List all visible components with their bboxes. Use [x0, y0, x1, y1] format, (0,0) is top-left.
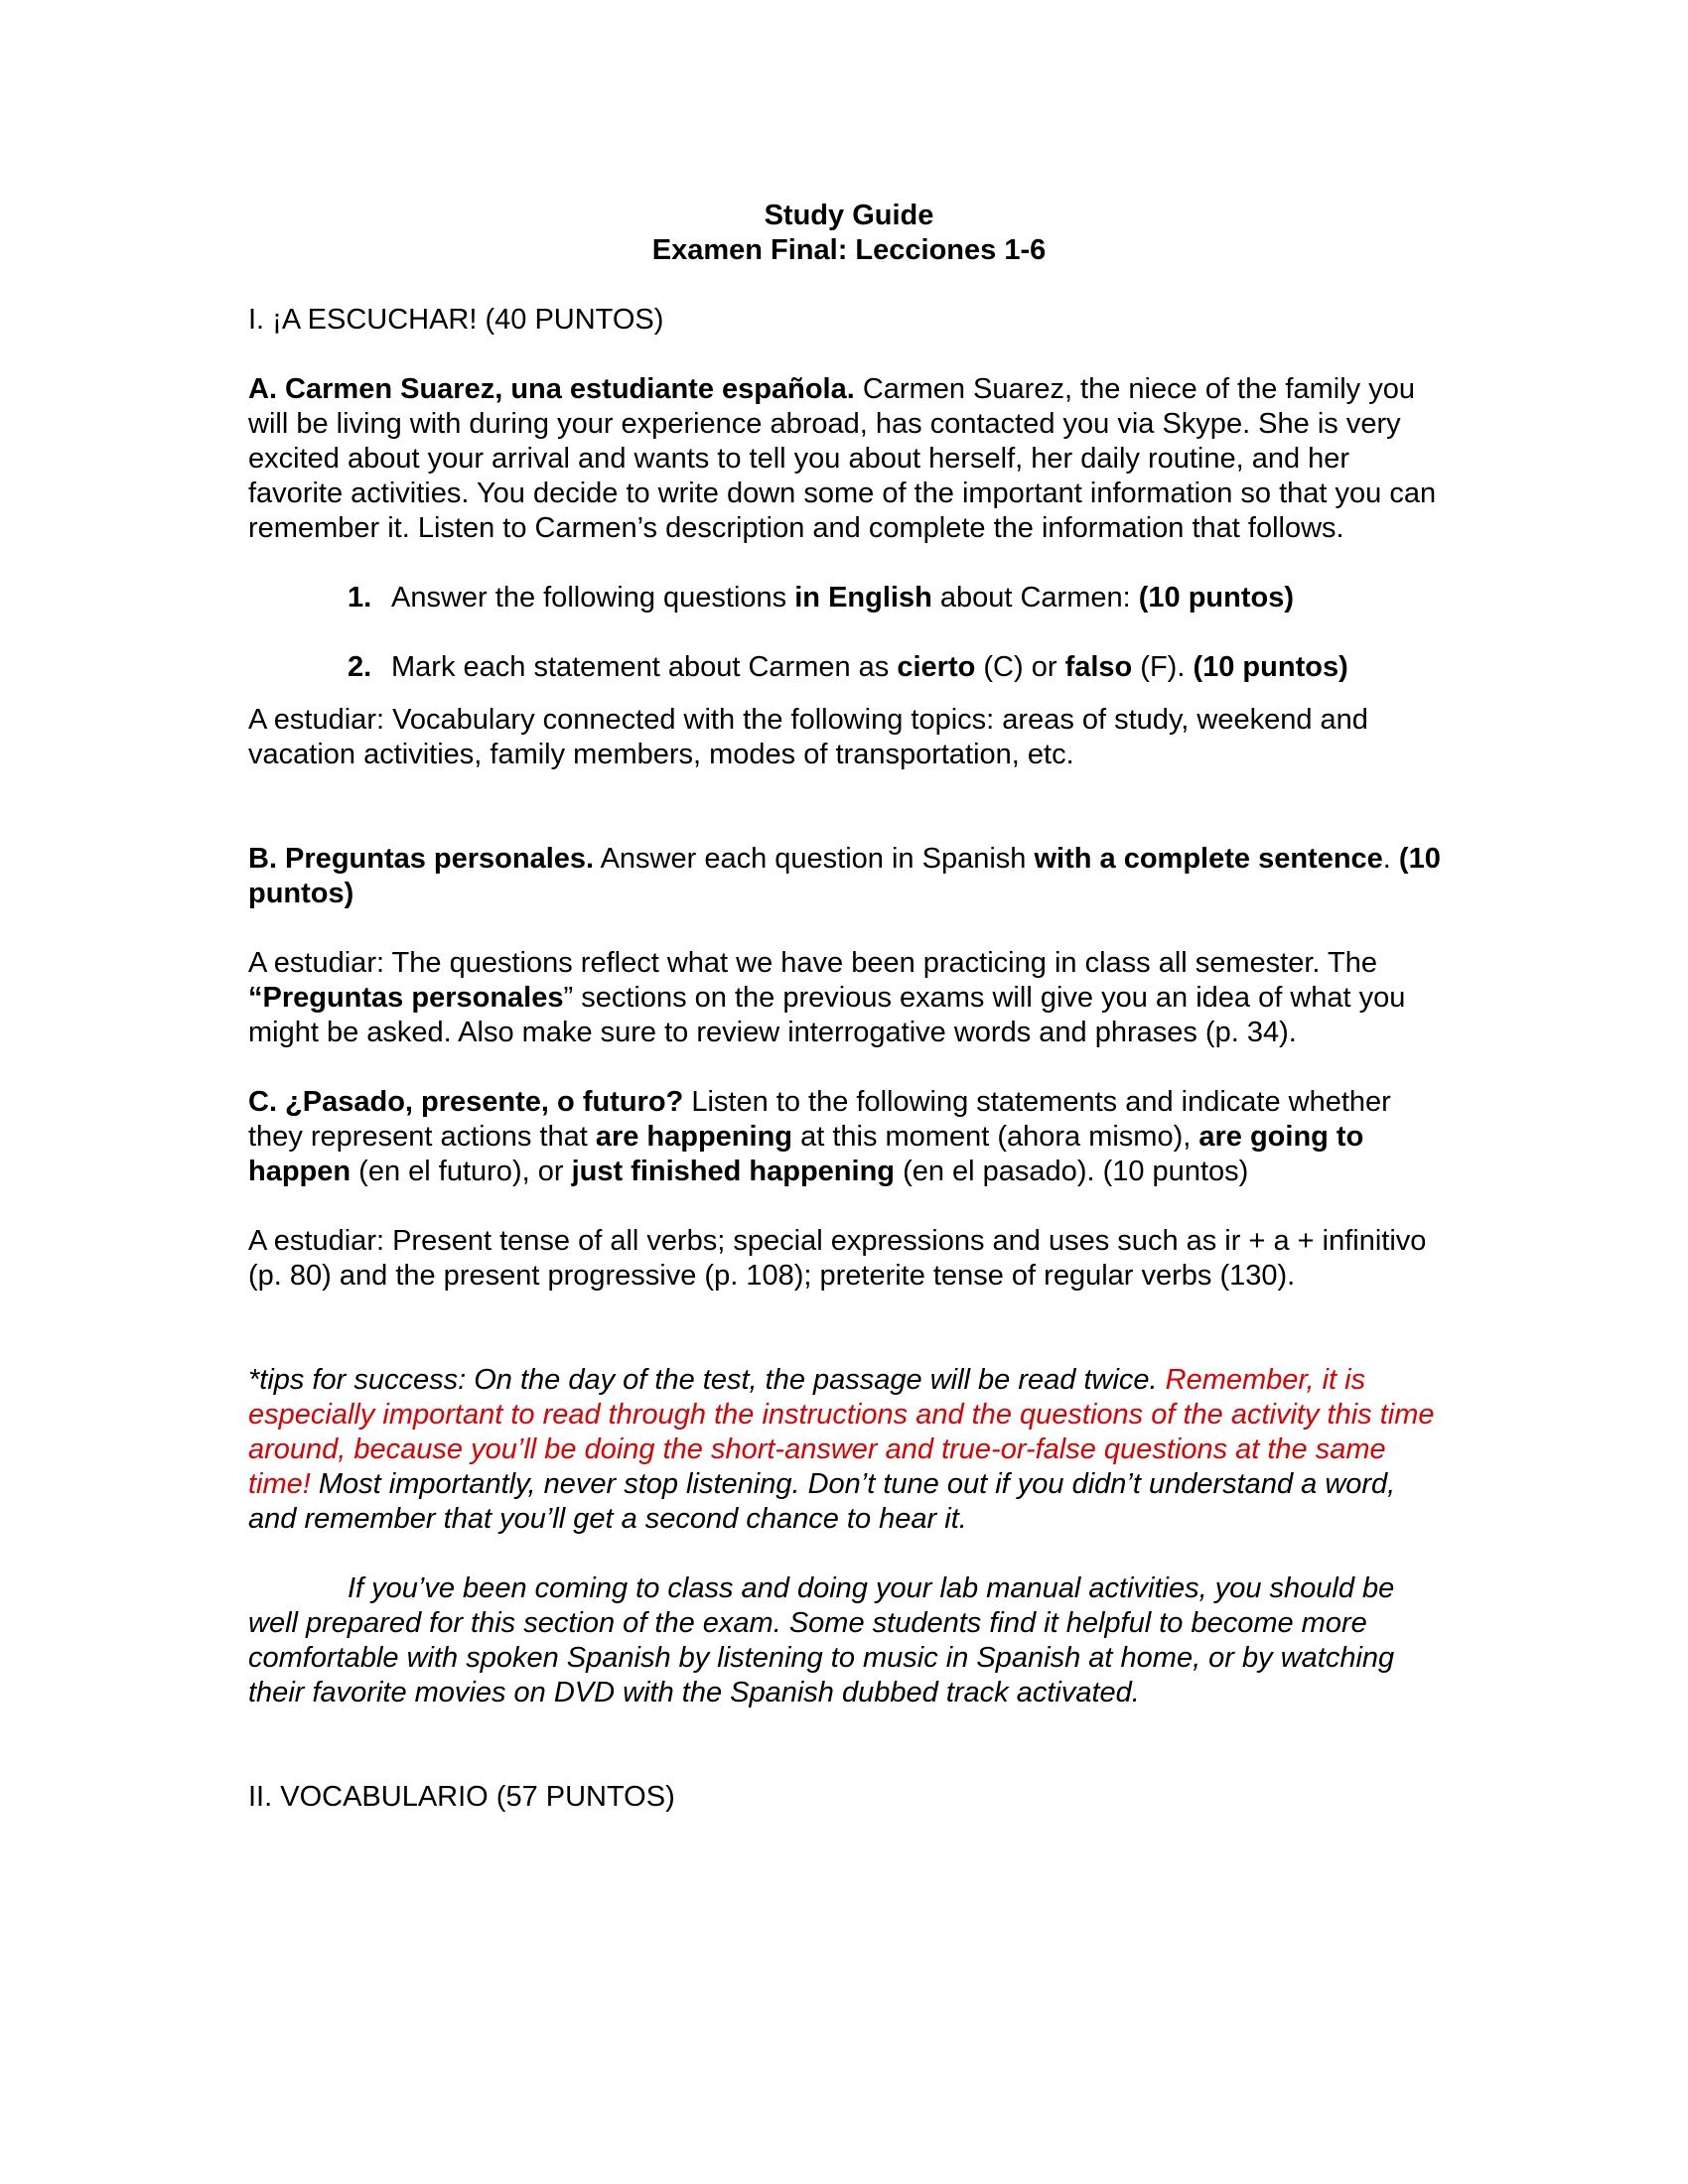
tips-paragraph: *tips for success: On the day of the test, the passage will be read twice. Remember, it is especially important to read through the instructions and the questions of the activity this time around, because you’ll be doing the short-answer and true-or-false questions at the same time! Most importantly, never stop listening. Don’t tune out if you didn’t understand a word, and remember that you’ll get a second chance to hear it. [248, 1364, 1435, 1535]
part-b-paragraph: B. Preguntas personales. Answer each question in Spanish with a complete sentence. (10 puntos) [248, 843, 1441, 909]
part-a-paragraph [248, 372, 1450, 546]
doc-title: Study Guide [764, 200, 934, 231]
part-c-estudiar: A estudiar: Present tense of all verbs; special expressions and uses such as ir + a + infinitivo (p. 80) and the present progressive (p. 108); preterite tense of regular verbs (130). [248, 1225, 1427, 1292]
part-a-item-1: 1. Answer the following questions in English about Carmen: (10 puntos) [348, 582, 1295, 614]
document-page [248, 199, 1450, 1815]
part-a-item-2: 2. Mark each statement about Carmen as cierto (C) or falso (F). (10 puntos) [348, 651, 1348, 683]
part-c-label: C. ¿Pasado, presente, o futuro? [248, 1086, 684, 1118]
tips-paragraph-2: If you’ve been coming to class and doing your lab manual activities, you should be well prepared for this section of the exam. Some students find it helpful to become more comfortable with spoken Spanish by listening to music in Spanish at home, or by watching their favorite movies on DVD with the Spanish dubbed track activated. [248, 1572, 1395, 1708]
part-a-text: Carmen Suarez, the niece of the family you will be living with during your experience abroad, has contacted you via Skype. She is very excited about your arrival and wants to tell you about herself, her daily routine, and her favorite activities. You decide to write down some of the important information so that you can remember it. Listen to Carmen’s description and complete the information that follows. [248, 373, 1437, 544]
part-b-label: B. Preguntas personales. [248, 843, 595, 875]
part-c-paragraph: C. ¿Pasado, presente, o futuro? Listen to the following statements and indicate whether they represent actions that are happening at this moment (ahora mismo), are going to happen (en el futuro), or just finished happening (en el pasado). (10 puntos) [248, 1086, 1391, 1187]
doc-subtitle: Examen Final: Lecciones 1-6 [651, 234, 1047, 266]
part-a-estudiar: A estudiar: Vocabulary connected with the following topics: areas of study, weekend and vacation activities, family members, modes of transportation, etc. [248, 704, 1368, 770]
item-2-number: 2. [348, 651, 372, 683]
tips-red-emphasis: Remember, it is especially important to read through the instructions and the questions of the activity this time around, because you’ll be doing the short-answer and true-or-false questions at the same time! [248, 1364, 1435, 1500]
item-1-number: 1. [348, 582, 372, 614]
section-2-heading: II. VOCABULARIO (57 PUNTOS) [248, 1781, 675, 1813]
part-a-label: A. Carmen Suarez, una estudiante española. [248, 373, 855, 405]
section-1-heading: I. ¡A ESCUCHAR! (40 PUNTOS) [248, 304, 664, 336]
part-b-estudiar: A estudiar: The questions reflect what we have been practicing in class all semester. The “Preguntas personales” sections on the previous exams will give you an idea of what you might be asked. Also make sure to review interrogative words and phrases (p. 34). [248, 947, 1406, 1048]
